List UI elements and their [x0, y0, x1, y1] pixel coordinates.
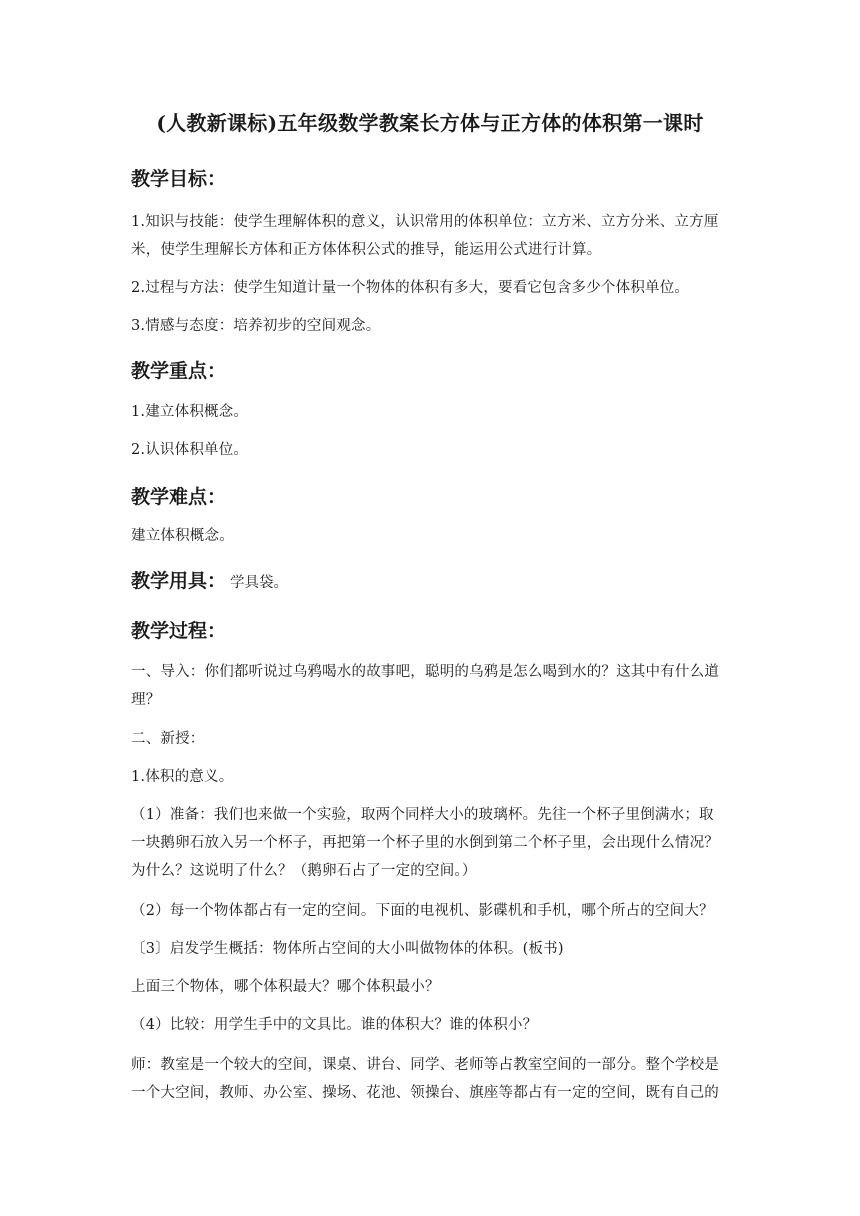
objectives-line-2: 米，使学生理解长方体和正方体体积公式的推导，能运用公式进行计算。: [131, 242, 602, 258]
process-line-13: 一个大空间，教师、办公室、操场、花池、领操台、旗座等都占有一定的空间，既有自己的: [131, 1085, 719, 1101]
process-line-6: 一块鹅卵石放入另一个杯子，再把第一个杯子里的水倒到第二个杯子里，会出现什么情况？: [131, 835, 719, 851]
key-points-heading: 教学重点：: [131, 360, 227, 382]
process-heading: 教学过程：: [131, 620, 227, 642]
process-line-3: 二、新授：: [131, 731, 205, 747]
key-point-2: 2.认识体积单位。: [131, 442, 249, 458]
process-line-9: 〔3〕启发学生概括：物体所占空间的大小叫做物体的体积。(板书): [131, 941, 564, 957]
process-line-10: 上面三个物体，哪个体积最大？哪个体积最小？: [131, 979, 440, 995]
tools-value: 学具袋。: [230, 575, 289, 591]
difficulties-heading: 教学难点：: [131, 486, 227, 508]
tools-heading: [131, 566, 288, 593]
objectives-line-1: 1.知识与技能：使学生理解体积的意义，认识常用的体积单位：立方米、立方分米、立方厘: [131, 214, 719, 230]
process-line-1: 一、导入：你们都听说过乌鸦喝水的故事吧，聪明的乌鸦是怎么喝到水的？这其中有什么道: [131, 664, 719, 680]
process-line-7: 为什么？这说明了什么？（鹅卵石占了一定的空间。）: [131, 863, 477, 879]
difficulty-1: 建立体积概念。: [131, 528, 234, 544]
objectives-line-4: 3.情感与态度：培养初步的空间观念。: [131, 318, 381, 334]
process-line-2: 理？: [131, 692, 161, 708]
process-line-11: （4）比较：用学生手中的文具比。谁的体积大？谁的体积小？: [131, 1017, 538, 1033]
process-line-5: （1）准备：我们也来做一个实验，取两个同样大小的玻璃杯。先往一个杯子里倒满水；取: [131, 807, 714, 823]
tools-heading-label: 教学用具：: [131, 570, 227, 592]
document-title: (人教新课标)五年级数学教案长方体与正方体的体积第一课时: [156, 111, 704, 135]
process-line-8: （2）每一个物体都占有一定的空间。下面的电视机、影碟机和手机，哪个所占的空间大？: [131, 903, 714, 919]
process-line-12: 师：教室是一个较大的空间，课桌、讲台、同学、老师等占教室空间的一部分。整个学校是: [131, 1057, 719, 1073]
process-line-4: 1.体积的意义。: [131, 769, 234, 785]
key-point-1: 1.建立体积概念。: [131, 404, 249, 420]
objectives-heading: 教学目标：: [131, 168, 227, 190]
objectives-line-3: 2.过程与方法：使学生知道计量一个物体的体积有多大，要看它包含多少个体积单位。: [131, 280, 690, 296]
